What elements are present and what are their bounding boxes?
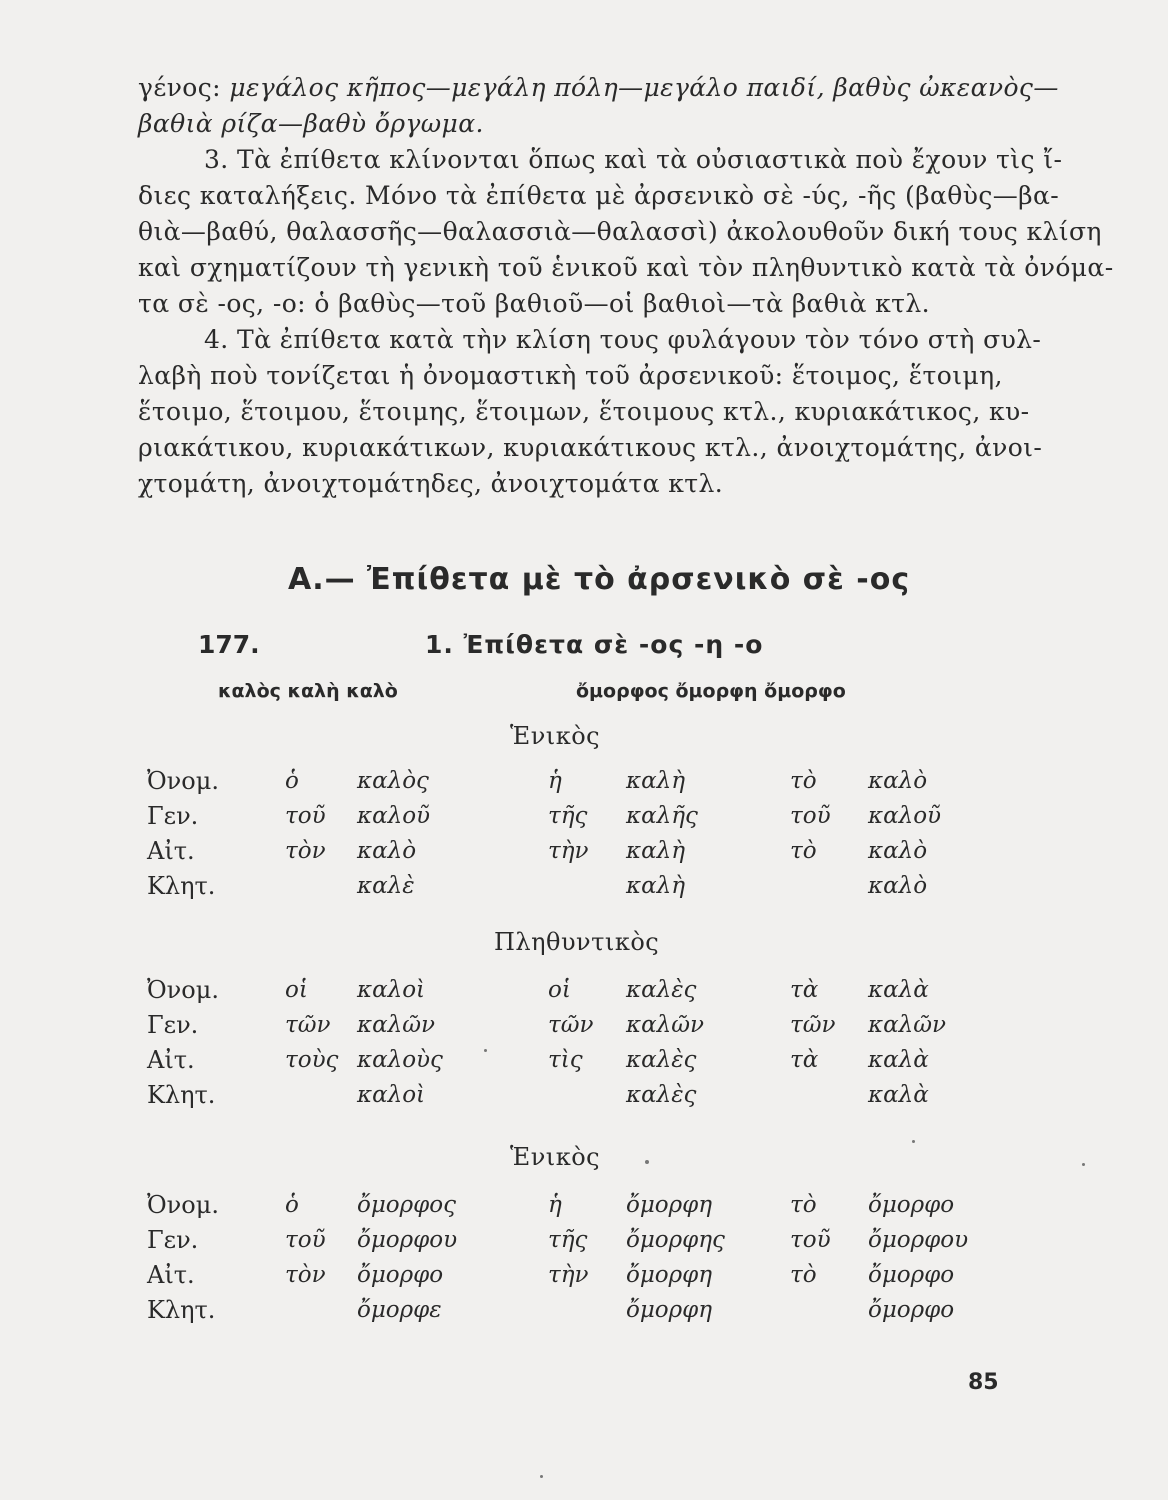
declension-row <box>0 1223 1168 1257</box>
declension-case-label: Ὀνομ. <box>147 976 219 1004</box>
text-line: χτομάτη, ἀνοιχτομάτηδες, ἀνοιχτομάτα κτλ. <box>138 469 724 498</box>
masculine-form: ὄμορφε <box>357 1297 442 1323</box>
neuter-article: τὸ <box>790 1192 817 1218</box>
declension-case-label: Κλητ. <box>147 1296 216 1324</box>
declension-row <box>0 1078 1168 1112</box>
declension-case-label: Γεν. <box>147 1226 199 1254</box>
masculine-form: καλοὺς <box>357 1047 443 1073</box>
text-line: καὶ σχηματίζουν τὴ γενικὴ τοῦ ἑνικοῦ καὶ τὸν πληθυντικὸ κατὰ τὰ ὀνόμα- <box>138 253 1114 282</box>
masculine-form: καλοῦ <box>357 803 431 829</box>
masculine-form: καλῶν <box>357 1012 435 1038</box>
declension-case-label: Ὀνομ. <box>147 767 219 795</box>
sample-adjective-omorfos: ὄμορφος ὄμορφη ὄμορφο <box>576 680 846 702</box>
page-number: 85 <box>968 1370 999 1395</box>
text-line: τα σὲ -ος, -ο: ὁ βαθὺς—τοῦ βαθιοῦ—οἱ βαθιοὶ—τὰ βαθιὰ κτλ. <box>138 289 930 318</box>
masculine-form: καλὲ <box>357 873 415 899</box>
print-speck <box>540 1475 543 1478</box>
feminine-form: καλὴ <box>626 838 685 864</box>
neuter-form: καλὰ <box>868 977 929 1003</box>
declension-row <box>0 799 1168 833</box>
masculine-article: οἱ <box>285 977 308 1003</box>
feminine-article: οἱ <box>548 977 571 1003</box>
declension-row <box>0 973 1168 1007</box>
feminine-form: καλὴ <box>626 873 685 899</box>
declension-case-label: Αἰτ. <box>147 837 195 865</box>
masculine-form: καλὸς <box>357 768 429 794</box>
print-speck <box>912 1140 915 1143</box>
neuter-form: καλοῦ <box>868 803 942 829</box>
text-line: διες καταλήξεις. Μόνο τὰ ἐπίθετα μὲ ἀρσενικὸ σὲ -ύς, -ῆς (βαθὺς—βα- <box>138 181 1060 210</box>
feminine-form: καλὲς <box>626 977 697 1003</box>
feminine-article: τὴν <box>548 838 589 864</box>
print-speck <box>1082 1163 1085 1166</box>
neuter-form: καλὸ <box>868 768 928 794</box>
plural-label: Πληθυντικὸς <box>494 928 660 956</box>
declension-row <box>0 1008 1168 1042</box>
masculine-article: τοὺς <box>285 1047 339 1073</box>
neuter-form: ὄμορφο <box>868 1297 955 1323</box>
text-line: ριακάτικου, κυριακάτικων, κυριακάτικους κτλ., ἀνοιχτομάτης, ἀνοι- <box>138 433 1043 462</box>
text-line: θιὰ—βαθύ, θαλασσῆς—θαλασσιὰ—θαλασσὶ) ἀκολουθοῦν δική τους κλίση <box>138 217 1102 246</box>
masculine-article: τοῦ <box>285 803 326 829</box>
masculine-form: ὄμορφο <box>357 1262 444 1288</box>
singular-label: Ἑνικὸς <box>510 1143 601 1171</box>
masculine-form: ὄμορφου <box>357 1227 458 1253</box>
masculine-form: καλοὶ <box>357 977 426 1003</box>
masculine-form: καλοὶ <box>357 1082 426 1108</box>
neuter-form: ὄμορφο <box>868 1262 955 1288</box>
declension-row <box>0 764 1168 798</box>
masculine-article: τὸν <box>285 1262 326 1288</box>
declension-case-label: Κλητ. <box>147 1081 216 1109</box>
declension-case-label: Γεν. <box>147 802 199 830</box>
feminine-form: ὄμορφη <box>626 1192 713 1218</box>
neuter-article: τῶν <box>790 1012 836 1038</box>
masculine-article: τῶν <box>285 1012 331 1038</box>
neuter-form: καλὸ <box>868 838 928 864</box>
feminine-form: ὄμορφη <box>626 1297 713 1323</box>
feminine-form: καλὲς <box>626 1082 697 1108</box>
paragraph-number: 177. <box>198 630 260 659</box>
declension-row <box>0 834 1168 868</box>
masculine-article: ὁ <box>285 768 299 794</box>
feminine-form: καλῆς <box>626 803 698 829</box>
feminine-article: ἡ <box>548 768 562 794</box>
text-line: 4. Τὰ ἐπίθετα κατὰ τὴν κλίση τους φυλάγουν τὸν τόνο στὴ συλ- <box>204 325 1042 354</box>
feminine-article: ἡ <box>548 1192 562 1218</box>
masculine-article: ὁ <box>285 1192 299 1218</box>
text-line: γένος: μεγάλος κῆπος—μεγάλη πόλη—μεγάλο παιδί, βαθὺς ὠκεανὸς— <box>138 73 1059 102</box>
text-line: βαθιὰ ρίζα—βαθὺ ὄργωμα. <box>138 109 484 138</box>
declension-case-label: Κλητ. <box>147 872 216 900</box>
neuter-form: καλὰ <box>868 1082 929 1108</box>
print-speck <box>484 1049 487 1052</box>
text-line: λαβὴ ποὺ τονίζεται ἡ ὀνομαστικὴ τοῦ ἀρσενικοῦ: ἕτοιμος, ἕτοιμη, <box>138 361 1003 390</box>
text-line: ἕτοιμο, ἕτοιμου, ἕτοιμης, ἕτοιμων, ἕτοιμους κτλ., κυριακάτικος, κυ- <box>138 397 1030 426</box>
text-line: 3. Τὰ ἐπίθετα κλίνονται ὅπως καὶ τὰ οὐσιαστικὰ ποὺ ἔχουν τὶς ἴ- <box>204 145 1063 174</box>
singular-label: Ἑνικὸς <box>510 722 601 750</box>
neuter-form: ὄμορφου <box>868 1227 969 1253</box>
declension-case-label: Γεν. <box>147 1011 199 1039</box>
declension-row <box>0 1293 1168 1327</box>
feminine-article: τὴν <box>548 1262 589 1288</box>
masculine-form: καλὸ <box>357 838 417 864</box>
declension-row <box>0 1188 1168 1222</box>
section-heading: Α.— Ἐπίθετα μὲ τὸ ἀρσενικὸ σὲ -ος <box>288 562 911 597</box>
feminine-form: ὄμορφη <box>626 1262 713 1288</box>
declension-row <box>0 869 1168 903</box>
sub-heading: 1. Ἐπίθετα σὲ -ος -η -ο <box>425 630 764 659</box>
feminine-article: τὶς <box>548 1047 583 1073</box>
feminine-article: τῆς <box>548 803 588 829</box>
neuter-article: τὸ <box>790 838 817 864</box>
declension-case-label: Αἰτ. <box>147 1261 195 1289</box>
neuter-article: τὸ <box>790 1262 817 1288</box>
feminine-form: καλὴ <box>626 768 685 794</box>
neuter-article: τοῦ <box>790 803 831 829</box>
declension-case-label: Ὀνομ. <box>147 1191 219 1219</box>
neuter-form: καλὸ <box>868 873 928 899</box>
neuter-form: καλῶν <box>868 1012 946 1038</box>
neuter-article: τὰ <box>790 977 819 1003</box>
neuter-form: ὄμορφο <box>868 1192 955 1218</box>
feminine-form: ὄμορφης <box>626 1227 725 1253</box>
neuter-article: τὸ <box>790 768 817 794</box>
declension-row <box>0 1043 1168 1077</box>
declension-row <box>0 1258 1168 1292</box>
masculine-form: ὄμορφος <box>357 1192 456 1218</box>
masculine-article: τοῦ <box>285 1227 326 1253</box>
sample-adjective-kalos: καλὸς καλὴ καλὸ <box>218 680 398 702</box>
declension-case-label: Αἰτ. <box>147 1046 195 1074</box>
masculine-article: τὸν <box>285 838 326 864</box>
neuter-article: τὰ <box>790 1047 819 1073</box>
print-speck <box>645 1160 649 1164</box>
neuter-form: καλὰ <box>868 1047 929 1073</box>
feminine-article: τῶν <box>548 1012 594 1038</box>
feminine-form: καλῶν <box>626 1012 704 1038</box>
feminine-article: τῆς <box>548 1227 588 1253</box>
neuter-article: τοῦ <box>790 1227 831 1253</box>
feminine-form: καλὲς <box>626 1047 697 1073</box>
